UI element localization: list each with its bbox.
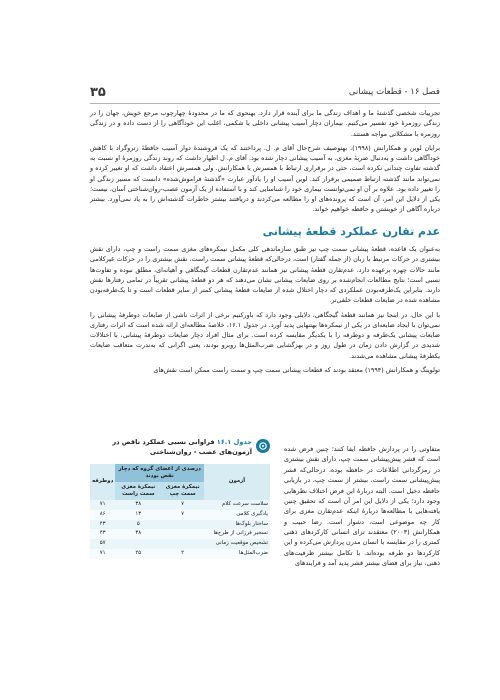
- cell-left: ۲: [161, 549, 204, 559]
- cell-bilateral: ۷۱: [90, 549, 115, 559]
- cell-test: ساختار بلوک‌ها: [204, 520, 270, 530]
- paragraph: با این حال، در اینجا نیز همانند قطعهٔ گیجگاهی، دلایلی وجود دارد که باورکنیم برخی از اثرات ناشی از ضایعات دوطرفهٔ پیشانی را نمی‌توان با ایجاد ضایعه‌ای در یکی از نیمکره‌ها بهتنهایی پدید آورد. در جدول ۱۶.۱، خلاصهٔ مطالعه‌ای ارائه شده است که اثرات رفتاری ضایعات پیشانی یک‌طرفه و دوطرفه را با یکدیگر مقایسه کرده است. برای مثال افراد دچار ضایعات دوطرفهٔ پیشانی، با اختلالات شدیدی در گزارش دادن زمان در طول روز و در بهزگشایی ضرب‌المثل‌ها روبرو بودند، یعنی اگرانی که به‌ندرت متعاقب ضایعات یکطرفهٔ پیشانی مشاهده می‌شدند.: [90, 310, 440, 360]
- table-row: [90, 500, 270, 510]
- cell-left: ۷: [161, 500, 204, 510]
- cell-right: ۲۵: [115, 549, 161, 559]
- header-divider: [90, 103, 440, 104]
- cell-test: ضرب‌المثل‌ها: [204, 549, 270, 559]
- table-row: [90, 529, 270, 539]
- paragraph: به‌عنوان یک قاعده، قطعهٔ پیشانی سمت چپ نیز طبق سازماندهی کلی مکمل نیمکره‌های مغزی سمت راست و چپ، دارای نقش بیشتری در حرکات مرتبط با زبان (از جمله گفتار) است، درحالی‌که قطعهٔ پیشانی سمت راست، نقش بیشتری را در حرکات غیرکلامی مانند حالات چهره برعهده دارد. عدم‌تقارن قطعهٔ پیشانی نیز همانند عدم‌تقارن قطعات گیجگاهی و آهیانه‌ای، مطلق نبوده و تفاوت‌ها نسبی است؛ نتایج مطالعات انجام‌شده بر روی ضایعات پیشانی نشان می‌دهند که هر دو قطعهٔ پیشانی تقریباً در تمامی رفتارها نقش دارند. بنابراین یک‌طرفه‌بودن عملکردی که دچار اختلال شده از ضایعات قطعهٔ پیشانی کمتر از سایر قطعات است و تا یک‌طرفه‌بودن مشاهده شده در ضایعات قطعات خلفی‌تر.: [90, 245, 440, 305]
- paragraph: تولوینگ و همکارانش (۱۹۹۴) معتقد بودند که قطعات پیشانی سمت چپ و سمت راست ممکن است نقش‌های: [153, 365, 440, 374]
- main-text: [90, 108, 440, 379]
- table-number: جدول ۱۶.۱: [216, 438, 252, 446]
- cell-bilateral: ۴۳: [90, 520, 115, 530]
- cell-left: [161, 520, 204, 530]
- column-group-header: درصدی از اعضای گروه که دچار نقص بودند: [115, 464, 204, 482]
- cell-test: یادگیری کلامی: [204, 510, 270, 520]
- cell-bilateral: ۷۱: [90, 500, 115, 510]
- page-number: ۳۵: [90, 84, 106, 100]
- cell-left: [161, 539, 204, 549]
- cell-bilateral: ۸۶: [90, 510, 115, 520]
- cell-right: ۵: [115, 520, 161, 530]
- cell-left: [161, 529, 204, 539]
- table-figure: [90, 438, 270, 559]
- paragraph: برایان لوین و همکارانش (۱۹۹۸)، بهتوصیف شرح‌حال آقای م. ل. پرداختند که یک فروشندهٔ دوار آسیب حافظهٔ رتروگراد با کاهش خودآگاهی داشت و به‌دنبال ضربهٔ مغزی، به آسیب پیشانی دچار شده بود. آقای م. ل اظهار داشت که روند زندگی روزمرهٔ او نسبت به گذشته تفاوت چندانی نکرده است، حتی در برقراری ارتباط با همسرش یا همکارانش. ولی همسرش اعتقاد داشت که او تغییر کرده و نمی‌تواند مانند گذشته ارتباط صمیمی برقرار کند. لوین آسیب او را یادآور عبارت «گذشتهٔ فراموش‌شده» دانست که مسیر زندگی او را تغییر داده بود. علاوه بر آن او نمی‌توانست بیماری خود را شناسایی کند و با استفاده از یک آزمون عصب-روان‌شناختی آسان، نیست؛ یکی از دلایل این امر، آن است که پرونده‌های او را مطالعه می‌کردند و دریافتند بیشتر خاطرات گذشته‌اش را به یاد نمی‌آورد. بیشتر درباره آگاهی از خویشتن و حافظه خواهیم خواند.: [90, 143, 440, 214]
- cell-right: [115, 539, 161, 549]
- page-header: [90, 82, 440, 102]
- table-row: [90, 539, 270, 549]
- running-title: فصل ۱۶ - قطعات پیشانی: [348, 87, 440, 97]
- cell-bilateral: ۵۷: [90, 539, 115, 549]
- paragraph: متفاوتی را در پردازش حافظه ایفا کنند؛ چنین فرض شده است که قشر پیش‌پیشانی سمت چپ، دارای نقش بیشتری در رمزگردانی اطلاعات در حافظه بوده، درحالی‌که قشر پیش‌پیشانی سمت راست، بیشتر از سمت چپ، در بازیابی حافظه دخیل است. البته دربارهٔ این فرض اختلاف نظرهایی وجود دارد؛ یکی از دلایل این امر آن است که تحقیق چنین یافته‌هایی با مطالعه‌ها دربارهٔ اینکه عدم‌تقارن مغزی برای کار چه موضوعی است، دشوار است. رضا حبیب و همکارانش (۲۰۰۳) معتقدند تزای انسانی کارکردهای ذهنی کمتری را در مقایسه با انسان مدرن پردازش می‌کرده و این کارکردها دو طرفه بوده‌اند. با تکامل بیشتر ظرفیت‌های ذهنی، نیاز برای فضای بیشتر قشر پدید آمد و فرایندهای: [284, 445, 440, 568]
- cell-test: تشخیص موقعیت زمانی: [204, 539, 270, 549]
- section-heading: عدم تقارن عملکرد قطعهٔ پیشانی: [262, 224, 440, 238]
- cell-bilateral: ۴۳: [90, 529, 115, 539]
- table-title: فراوانی نسبی عملکرد ناقص در آزمون‌های عصب - روان‌شناختی: [112, 438, 252, 456]
- cell-right: ۱۳: [115, 510, 161, 520]
- cell-test: تسخیر فرزانی از طرح‌ها: [204, 529, 270, 539]
- cell-left: ۷: [161, 510, 204, 520]
- cell-test: سلاست سرعت کلام: [204, 500, 270, 510]
- table-row: [90, 510, 270, 520]
- table-caption: [90, 438, 270, 458]
- column-header-left: نیمکرهٔ مغزی سمت چپ: [161, 482, 204, 500]
- paragraph: تجربیات شخصی گذشتهٔ ما و اهداف زندگی ما برای آینده قرار دارد. بهنحوی که ما در محدودهٔ چهارچوب مرجع خویش، جهان را در زندگی روزمرهٔ خود تفسیر می‌کنیم. بیماران دچار آسیب پیشانی داخلی یا شکمی، اغلب این خودآگاهی را از دست داده و در زندگی روزمره با مشکلاتی مواجه هستند.: [90, 109, 440, 138]
- cell-right: ۳۸: [115, 500, 161, 510]
- column-header-bilateral: دوطرفه: [90, 464, 115, 500]
- data-table: [90, 464, 270, 559]
- column-header-right: نیمکرهٔ مغزی سمت راست: [115, 482, 161, 500]
- column-header-test: آزمون: [204, 464, 270, 500]
- side-column-text: [284, 444, 440, 569]
- table-row: [90, 520, 270, 530]
- table-row: [90, 549, 270, 559]
- table-badge-icon: [256, 439, 270, 453]
- cell-right: ۳۸: [115, 529, 161, 539]
